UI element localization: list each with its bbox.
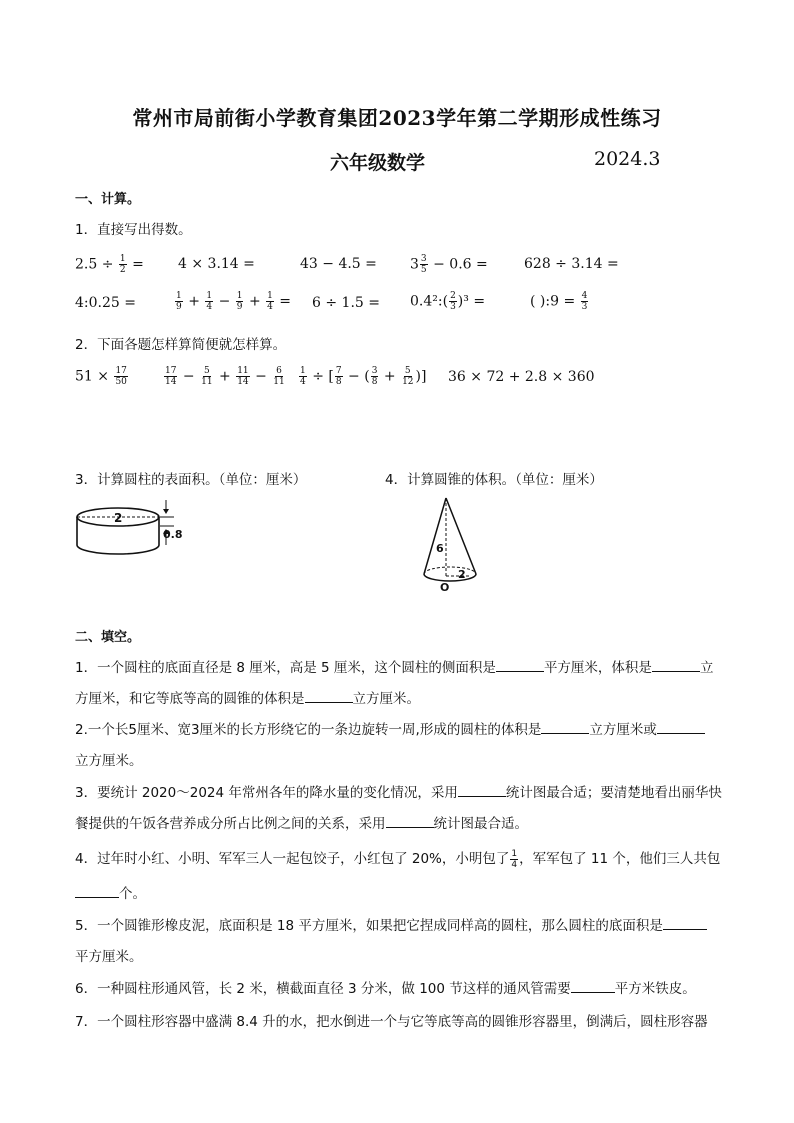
cone-radius-label: 2 — [458, 568, 466, 581]
answer-blank[interactable] — [458, 782, 506, 797]
cone-figure — [414, 492, 494, 602]
calc-item-8: 6 ÷ 1.5 = — [312, 295, 380, 311]
calc-item-6: 4:0.25 = — [75, 295, 136, 311]
simplify-expr-2: $\frac{17}{14}$ − $\frac{5}{11}$ + $\frac{11}{14}$ − $\frac{6}{11}$ — [165, 366, 285, 387]
simplify-expr-4: 36 × 72 + 2.8 × 360 — [448, 369, 595, 385]
fill-item-5-line2: 平方厘米。 — [75, 949, 143, 965]
answer-blank[interactable] — [663, 915, 707, 930]
question-label-3: 3．计算圆柱的表面积。（单位：厘米） — [75, 472, 307, 488]
answer-blank[interactable] — [386, 813, 434, 828]
calc-item-3: 43 − 4.5 = — [300, 256, 377, 272]
cone-center-label: O — [440, 581, 450, 594]
fill-item-5-line1: 5．一个圆锥形橡皮泥，底面积是 18 平方厘米，如果把它捏成同样高的圆柱，那么圆柱的底面积是 — [75, 914, 707, 934]
fill-item-1-line2: 方厘米，和它等底等高的圆锥的体积是 立方厘米。 — [75, 687, 420, 707]
answer-blank[interactable] — [652, 657, 700, 672]
page-title: 常州市局前街小学教育集团2023学年第二学期形成性练习 — [132, 106, 662, 130]
fill-item-4-line2: 个。 — [75, 882, 146, 902]
answer-blank[interactable] — [75, 883, 119, 898]
calc-item-9: 0.4²:( $\frac{2}{3}$ )³ = — [410, 291, 486, 312]
calc-item-1: 2.5 ÷ $\frac{1}{2}$ = — [75, 254, 144, 275]
cylinder-figure — [74, 500, 194, 570]
calc-item-4: 3 $\frac{3}{5}$ − 0.6 = — [410, 254, 488, 275]
fill-item-4-line1: 4．过年时小红、小明、军军三人一起包饺子，小红包了 20%，小明包了 $\frac{1}{4}$ ，军军包了 11 个，他们三人共包 — [75, 848, 721, 870]
simplify-expr-1: 51 × $\frac{17}{50}$ — [75, 366, 127, 387]
fill-item-6: 6．一种圆柱形通风管，长 2 米，横截面直径 3 分米，做 100 节这样的通风管需要 平方米铁皮。 — [75, 977, 696, 997]
page-subtitle: 六年级数学 — [330, 152, 426, 174]
section-heading-fill: 二、填空。 — [75, 630, 141, 645]
cylinder-diameter-label: 2 — [114, 511, 123, 525]
fill-item-2-line2: 立方厘米。 — [75, 753, 143, 769]
cone-height-label: 6 — [436, 542, 444, 555]
question-label-4: 4．计算圆锥的体积。（单位：厘米） — [385, 472, 603, 488]
cylinder-height-label: 0.8 — [163, 528, 183, 541]
exam-date: 2024.3 — [594, 148, 661, 170]
answer-blank[interactable] — [657, 719, 705, 734]
calc-item-2: 4 × 3.14 = — [178, 256, 255, 272]
answer-blank[interactable] — [571, 978, 615, 993]
answer-blank[interactable] — [305, 688, 353, 703]
fill-item-1-line1: 1．一个圆柱的底面直径是 8 厘米，高是 5 厘米，这个圆柱的侧面积是 平方厘米，体积是 立 — [75, 656, 713, 676]
question-label-1: 1．直接写出得数。 — [75, 222, 192, 238]
calc-item-7: $\frac{1}{9}$ + $\frac{1}{4}$ − $\frac{1}{9}$ + $\frac{1}{4}$ = — [176, 291, 292, 312]
simplify-expr-3: $\frac{1}{4}$ ÷ [ $\frac{7}{8}$ − ( $\frac{3}{8}$ + $\frac{5}{12}$ )] — [300, 366, 427, 387]
answer-blank[interactable] — [496, 657, 544, 672]
answer-blank[interactable] — [541, 719, 589, 734]
fill-item-3-line2: 餐提供的午饭各营养成分所占比例之间的关系，采用 统计图最合适。 — [75, 812, 528, 832]
fill-item-2-line1: 2.一个长5厘米、宽3厘米的长方形绕它的一条边旋转一周,形成的圆柱的体积是 立方厘米或 — [75, 718, 705, 738]
question-label-2: 2．下面各题怎样算简便就怎样算。 — [75, 337, 287, 353]
calc-item-10: ( ):9 = $\frac{4}{3}$ — [530, 291, 588, 312]
calc-item-5: 628 ÷ 3.14 = — [524, 256, 619, 272]
section-heading-calc: 一、计算。 — [75, 192, 141, 207]
fill-item-7: 7．一个圆柱形容器中盛满 8.4 升的水，把水倒进一个与它等底等高的圆锥形容器里，倒满后，圆柱形容器 — [75, 1014, 708, 1030]
fill-item-3-line1: 3．要统计 2020～2024 年常州各年的降水量的变化情况，采用 统计图最合适；要清楚地看出丽华快 — [75, 781, 722, 801]
